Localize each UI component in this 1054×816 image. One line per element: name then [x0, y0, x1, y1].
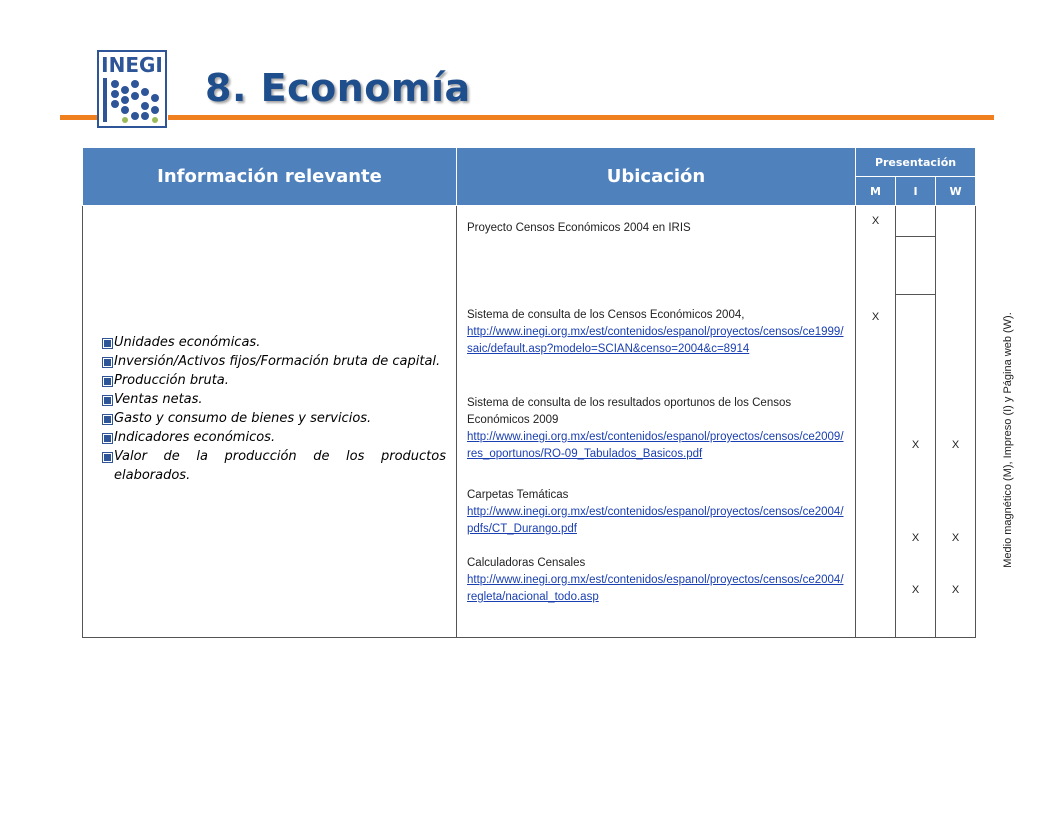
source-ce2004-link[interactable]: http://www.inegi.org.mx/est/contenidos/espanol/proyectos/censos/ce1999/saic/default.asp?modelo=SCIAN&censo=2004&c=8914 [467, 326, 844, 355]
presentation-legend: Medio magnético (M), Impreso (I) y Página web (W). [1002, 312, 1014, 568]
info-item: Indicadores económicos. [103, 428, 446, 447]
info-item: Unidades económicas. [103, 333, 446, 352]
mark-w-carpetas: X [951, 532, 960, 544]
mark-w-ce2009: X [951, 439, 960, 451]
source-calculadoras-label: Calculadoras Censales [467, 557, 586, 569]
source-iris: Proyecto Censos Económicos 2004 en IRIS [467, 222, 691, 234]
row-divider [896, 294, 935, 295]
info-item: Producción bruta. [103, 371, 446, 390]
m-column [856, 206, 896, 638]
mark-i-ce2009: X [911, 439, 920, 451]
info-list [103, 333, 446, 485]
source-carpetas-link[interactable]: http://www.inegi.org.mx/est/contenidos/espanol/proyectos/censos/ce2004/pdfs/CT_Durango.pdf [467, 506, 844, 535]
row-divider [896, 236, 935, 237]
i-column [896, 206, 936, 638]
info-cell [83, 206, 457, 638]
info-item: Ventas netas. [103, 390, 446, 409]
source-ce2009-label: Sistema de consulta de los resultados oportunos de los Censos Económicos 2009 [467, 397, 792, 426]
info-item: Gasto y consumo de bienes y servicios. [103, 409, 446, 428]
source-ce2004-label: Sistema de consulta de los Censos Económicos 2004, [467, 309, 745, 321]
header-info-relevante: Información relevante [83, 148, 457, 206]
w-column [936, 206, 976, 638]
header-ubicacion: Ubicación [457, 148, 856, 206]
info-item: Inversión/Activos fijos/Formación bruta de capital. [103, 352, 446, 371]
header-w: W [936, 177, 976, 206]
svg-text:INEGI: INEGI [101, 53, 163, 77]
mark-w-calculadoras: X [951, 584, 960, 596]
mark-i-calculadoras: X [911, 584, 920, 596]
mark-i-carpetas: X [911, 532, 920, 544]
page-title: 8. Economía [205, 66, 471, 110]
orange-rule-left [60, 115, 97, 120]
ubicacion-cell [457, 206, 856, 638]
header-m: M [856, 177, 896, 206]
mark-m-iris: X [871, 215, 880, 227]
source-calculadoras-link[interactable]: http://www.inegi.org.mx/est/contenidos/espanol/proyectos/censos/ce2004/regleta/nacional_todo.asp [467, 574, 844, 603]
economy-table [82, 147, 976, 638]
source-carpetas-label: Carpetas Temáticas [467, 489, 569, 501]
inegi-logo [97, 50, 167, 128]
orange-rule-right [168, 115, 994, 120]
mark-m-ce2004: X [871, 311, 880, 323]
header-i: I [896, 177, 936, 206]
source-ce2009-link[interactable]: http://www.inegi.org.mx/est/contenidos/espanol/proyectos/censos/ce2009/res_oportunos/RO-09_Tabulados_Basicos.pdf [467, 431, 844, 460]
header-presentacion: Presentación [856, 148, 976, 177]
info-item: Valor de la producción de los productos elaborados. [103, 447, 446, 485]
